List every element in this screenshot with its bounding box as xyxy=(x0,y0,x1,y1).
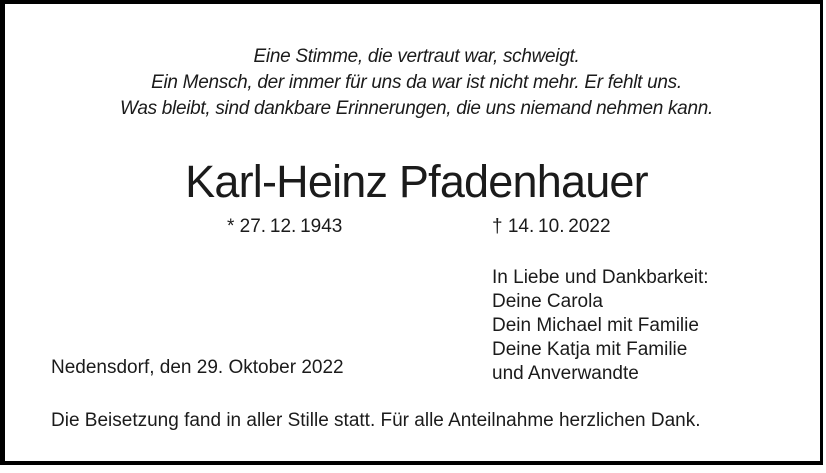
birth-date: * 27. 12. 1943 xyxy=(227,216,343,237)
mourner-line-2: Dein Michael mit Familie xyxy=(492,315,699,336)
mourner-line-4: und Anverwandte xyxy=(492,363,639,384)
deceased-name: Karl-Heinz Pfadenhauer xyxy=(185,156,648,207)
mourner-line-3: Deine Katja mit Familie xyxy=(492,339,688,360)
memorial-verse xyxy=(5,44,826,122)
mourner-line-1: Deine Carola xyxy=(492,291,603,312)
mourners-list xyxy=(492,266,709,386)
place-and-date: Nedensdorf, den 29. Oktober 2022 xyxy=(51,357,344,378)
death-date: † 14. 10. 2022 xyxy=(492,216,611,237)
verse-line-1: Eine Stimme, die vertraut war, schweigt. xyxy=(253,46,580,67)
verse-line-3: Was bleibt, sind dankbare Erinnerungen, die uns niemand nehmen kann. xyxy=(120,98,713,119)
verse-line-2: Ein Mensch, der immer für uns da war ist nicht mehr. Er fehlt uns. xyxy=(151,72,682,93)
closing-line: Die Beisetzung fand in aller Stille statt. Für alle Anteilnahme herzlichen Dank. xyxy=(51,410,701,431)
mourners-heading: In Liebe und Dankbarkeit: xyxy=(492,267,709,288)
